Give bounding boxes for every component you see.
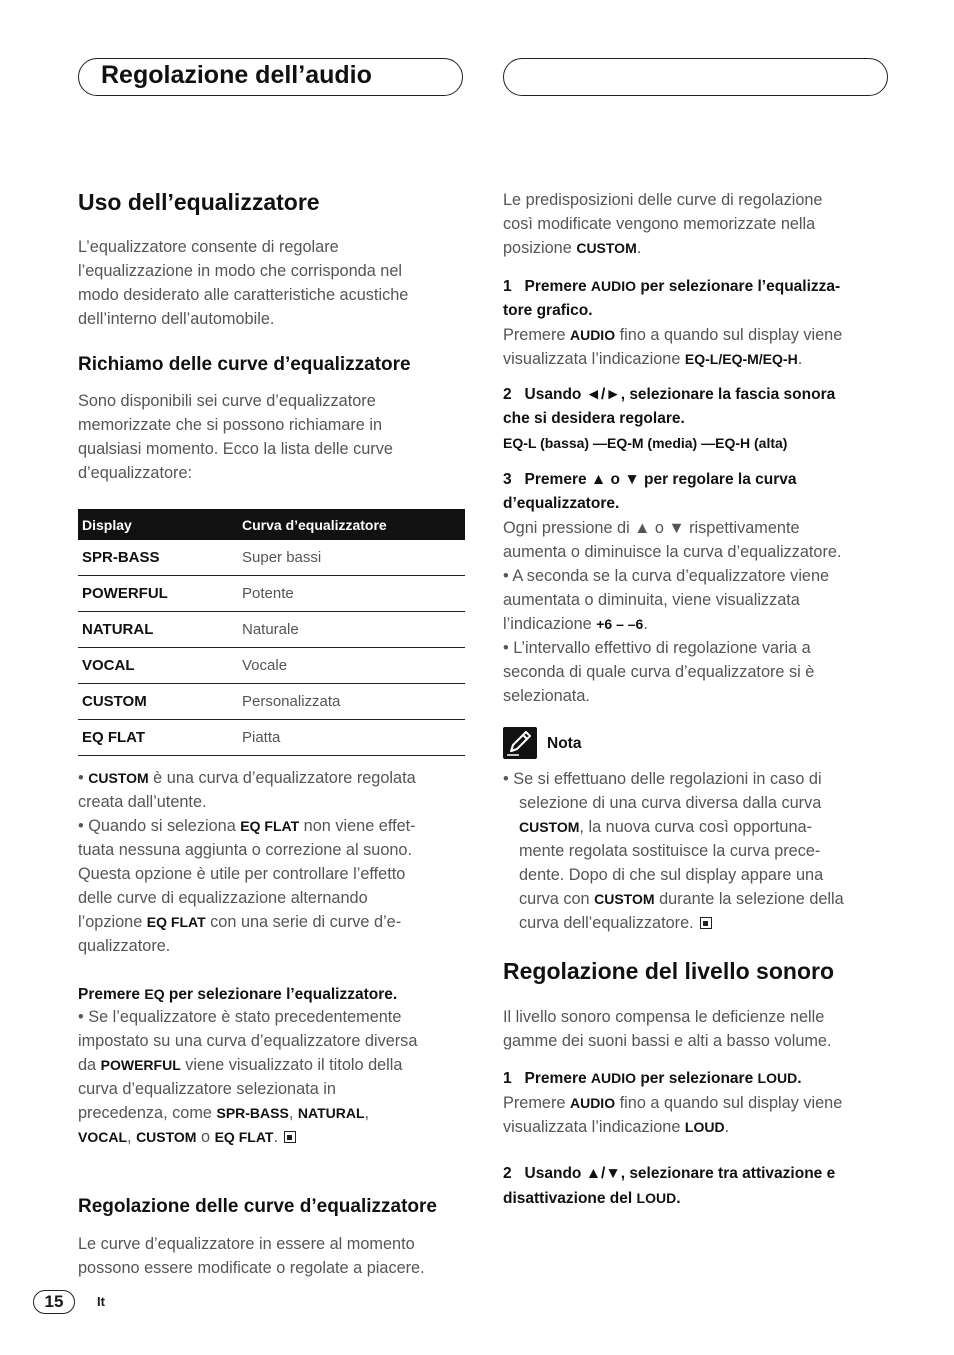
custom-bullet <box>78 766 466 958</box>
nota-title: Nota <box>547 735 582 752</box>
text-span: . <box>643 615 648 633</box>
up-down-arrows-icon: ▲/▼ <box>585 1165 621 1182</box>
text-span: l’indicazione <box>503 615 597 633</box>
code-custom: CUSTOM <box>576 240 637 256</box>
text-line: creata dall’utente. <box>78 793 207 811</box>
table-header-row <box>78 509 465 540</box>
recall-paragraph <box>78 389 466 485</box>
eq-bullet <box>78 1005 466 1149</box>
text-line <box>78 1053 466 1077</box>
text-span: rispettivamente <box>684 519 800 537</box>
display-cell: NATURAL <box>78 612 238 648</box>
text-span: Premere <box>78 986 145 1003</box>
code-eq-flat: EQ FLAT <box>146 914 206 930</box>
text-span: o <box>196 1128 215 1146</box>
code-eq: EQ <box>144 986 165 1002</box>
text-line: mente regolata sostituisce la curva prece- <box>519 842 821 860</box>
text-span: posizione <box>503 239 577 257</box>
text-line: così modificate vengono memorizzate nella <box>503 215 816 233</box>
section-title-loudness: Regolazione del livello sonoro <box>503 958 834 984</box>
text-span: Se si effettuano delle regolazioni in caso di <box>513 770 822 788</box>
curve-cell: Super bassi <box>238 540 465 576</box>
table-row <box>78 720 465 756</box>
step-heading-cont: d’equalizzatore. <box>503 495 620 512</box>
text-span: . <box>797 1070 802 1087</box>
code-range: +6 – –6 <box>596 616 644 632</box>
table-row <box>78 612 465 648</box>
text-line: seconda di quale curva d’equalizzatore si è <box>503 663 815 681</box>
text-span: o <box>650 519 669 537</box>
pencil-icon <box>503 727 537 759</box>
step-heading-cont: che si desidera regolare. <box>503 410 685 427</box>
end-mark-icon <box>700 917 712 929</box>
text-span: Premere <box>524 1070 591 1087</box>
curve-cell: Personalizzata <box>238 684 465 720</box>
text-line <box>78 1125 466 1149</box>
text-line: gamme dei suoni bassi e alti a basso volume. <box>503 1032 832 1050</box>
text-line <box>78 1101 466 1125</box>
text-span: Se l’equalizzatore è stato precedentemente <box>83 1008 402 1026</box>
code-audio: AUDIO <box>590 1070 637 1086</box>
bullet-mark: • <box>503 770 509 788</box>
code-loud: LOUD <box>684 1119 725 1135</box>
text-span: per regolare la curva <box>639 471 797 488</box>
table-row <box>78 684 465 720</box>
text-line: selezionata. <box>503 687 590 705</box>
text-span: visualizzata l’indicazione <box>503 1118 685 1136</box>
display-cell: EQ FLAT <box>78 720 238 756</box>
text-line <box>503 1115 891 1139</box>
text-line: qualsiasi momento. Ecco la lista delle curve <box>78 440 393 458</box>
text-span: . <box>636 239 642 257</box>
text-span: disattivazione del <box>503 1190 637 1207</box>
text-span: Premere <box>524 278 591 295</box>
text-span: non viene effet- <box>299 817 416 835</box>
page-title: Regolazione dell’audio <box>101 61 372 89</box>
text-span: Premere <box>524 471 591 488</box>
bullet-mark: • <box>78 1008 84 1026</box>
step-heading <box>503 383 891 407</box>
text-line: • A seconda se la curva d’equalizzatore viene <box>503 567 830 585</box>
text-span: l’opzione <box>78 913 147 931</box>
text-span: Ogni pressione di <box>503 519 635 537</box>
text-line <box>503 911 891 935</box>
text-line <box>503 815 891 839</box>
text-span: per selezionare l’equalizza- <box>636 278 841 295</box>
text-span: Usando <box>524 1165 586 1182</box>
loudness-paragraph <box>503 1005 891 1053</box>
code-audio: AUDIO <box>569 327 616 343</box>
display-cell: VOCAL <box>78 648 238 684</box>
text-line: • L’intervallo effettivo di regolazione varia a <box>503 639 811 657</box>
code-eq-bands: EQ-L/EQ-M/EQ-H <box>684 351 798 367</box>
text-line: tuata nessuna aggiunta o correzione al suono. <box>78 841 413 859</box>
text-line: l’equalizzazione in modo che corrisponda nel <box>78 262 403 280</box>
step-number: 2 <box>503 1165 512 1182</box>
right-header-pill <box>503 58 888 96</box>
text-line <box>503 767 891 791</box>
loud-step-2 <box>503 1162 891 1211</box>
text-line <box>78 910 466 934</box>
step-press-eq <box>78 982 466 1007</box>
text-span: con una serie di curve d’e- <box>205 913 402 931</box>
text-line: dente. Dopo di che sul display appare una <box>519 866 824 884</box>
step-heading <box>503 1162 891 1186</box>
table-row <box>78 576 465 612</box>
text-span: durante la selezione della <box>654 890 844 908</box>
text-span: , selezionare tra attivazione e <box>620 1165 836 1182</box>
code-loud: LOUD <box>636 1190 677 1206</box>
text-line: impostato su una curva d’equalizzatore diversa <box>78 1032 418 1050</box>
display-cell: POWERFUL <box>78 576 238 612</box>
code-eq-flat: EQ FLAT <box>240 818 300 834</box>
up-arrow-icon: ▲ <box>634 519 651 537</box>
text-line: qualizzatore. <box>78 937 171 955</box>
text-line: modo desiderato alle caratteristiche acustiche <box>78 286 409 304</box>
step-heading <box>503 1066 891 1091</box>
code-natural: NATURAL <box>297 1105 365 1121</box>
display-cell: CUSTOM <box>78 684 238 720</box>
text-line <box>503 612 891 636</box>
code-eq-flat: EQ FLAT <box>214 1129 274 1145</box>
text-line <box>78 1005 466 1029</box>
up-arrow-icon: ▲ <box>590 471 607 488</box>
curve-cell: Potente <box>238 576 465 612</box>
step-number: 3 <box>503 471 512 488</box>
left-right-arrows-icon: ◄/► <box>585 386 621 403</box>
text-line <box>503 516 891 540</box>
text-line: selezione di una curva diversa dalla curva <box>519 794 822 812</box>
code-loud: LOUD <box>757 1070 798 1086</box>
text-span: o <box>606 471 625 488</box>
page-number: 15 <box>33 1290 75 1314</box>
bullet-mark: • <box>78 817 84 835</box>
text-line: d’equalizzatore: <box>78 464 193 482</box>
step-1-select-graphic-eq <box>503 274 891 371</box>
text-line: dell’interno dell’automobile. <box>78 310 275 328</box>
section-header <box>78 58 463 96</box>
text-line <box>503 347 891 371</box>
step-2-select-band <box>503 383 891 455</box>
band-list: EQ-L (bassa) —EQ-M (media) —EQ-H (alta) <box>503 435 788 451</box>
text-line <box>78 766 466 790</box>
bullet-mark: • <box>78 769 84 787</box>
column-header-display: Display <box>78 509 238 540</box>
text-line: aumentata o diminuita, viene visualizzata <box>503 591 800 609</box>
nota-paragraph <box>503 767 891 935</box>
step-heading <box>503 468 891 492</box>
display-cell: SPR-BASS <box>78 540 238 576</box>
text-line: memorizzate che si possono richiamare in <box>78 416 383 434</box>
text-line <box>78 814 466 838</box>
step-heading-cont <box>503 1186 891 1211</box>
code-audio: AUDIO <box>569 1095 616 1111</box>
text-span: , selezionare la fascia sonora <box>620 386 836 403</box>
end-mark-icon <box>284 1131 296 1143</box>
step-heading-cont: tore grafico. <box>503 302 593 319</box>
adjust-paragraph <box>78 1232 466 1280</box>
text-span: visualizzata l’indicazione <box>503 350 685 368</box>
text-line: possono essere modificate o regolate a piacere. <box>78 1259 425 1277</box>
text-line <box>503 1091 891 1115</box>
text-span: Usando <box>524 386 586 403</box>
step-number: 1 <box>503 1070 512 1087</box>
down-arrow-icon: ▼ <box>624 471 640 488</box>
text-span: curva dell’equalizzatore. <box>519 914 694 932</box>
text-span: Quando si seleziona <box>83 817 241 835</box>
step-number: 2 <box>503 386 512 403</box>
text-span: Premere <box>503 1094 570 1112</box>
text-span: . <box>676 1190 681 1207</box>
code-powerful: POWERFUL <box>100 1057 181 1073</box>
text-line: Il livello sonoro compensa le deficienze nelle <box>503 1008 825 1026</box>
text-span: precedenza, come <box>78 1104 217 1122</box>
text-line: aumenta o diminuisce la curva d’equalizzatore. <box>503 543 842 561</box>
text-span: per selezionare l’equalizzatore. <box>164 986 398 1003</box>
curve-cell: Piatta <box>238 720 465 756</box>
text-line: curva d’equalizzatore selezionata in <box>78 1080 336 1098</box>
table-row <box>78 540 465 576</box>
custom-memory-paragraph <box>503 188 891 260</box>
text-line: Sono disponibili sei curve d’equalizzatore <box>78 392 376 410</box>
text-line <box>503 236 891 260</box>
step-3-adjust-curve <box>503 468 891 708</box>
code-custom: CUSTOM <box>136 1129 197 1145</box>
text-line: delle curve di equalizzazione alternando <box>78 889 368 907</box>
text-line: Questa opzione è utile per controllare l’effetto <box>78 865 406 883</box>
text-span: Premere <box>503 326 570 344</box>
subsection-title-adjust: Regolazione delle curve d’equalizzatore <box>78 1196 437 1217</box>
subsection-title-recall: Richiamo delle curve d’equalizzatore <box>78 354 411 375</box>
text-span: . <box>724 1118 730 1136</box>
text-line: Le predisposizioni delle curve di regolazione <box>503 191 823 209</box>
text-span: è una curva d’equalizzatore regolata <box>148 769 416 787</box>
text-line <box>503 887 891 911</box>
loud-step-1 <box>503 1066 891 1139</box>
text-line: L’equalizzatore consente di regolare <box>78 238 339 256</box>
eq-curves-table-wrap <box>78 509 466 756</box>
text-span: viene visualizzato il titolo della <box>180 1056 403 1074</box>
text-line: Le curve d’equalizzatore in essere al momento <box>78 1235 415 1253</box>
section-title-equalizer: Uso dell’equalizzatore <box>78 189 320 215</box>
code-custom: CUSTOM <box>88 770 149 786</box>
language-code: It <box>97 1294 105 1309</box>
text-span: , <box>288 1104 298 1122</box>
text-span: curva con <box>519 890 595 908</box>
intro-paragraph <box>78 235 466 331</box>
text-line <box>503 323 891 347</box>
code-vocal: VOCAL <box>78 1129 127 1145</box>
column-header-curve: Curva d’equalizzatore <box>238 509 465 540</box>
step-heading <box>503 274 891 299</box>
text-span: . <box>273 1128 278 1146</box>
table-row <box>78 648 465 684</box>
curve-cell: Vocale <box>238 648 465 684</box>
code-spr-bass: SPR-BASS <box>216 1105 289 1121</box>
curve-cell: Naturale <box>238 612 465 648</box>
text-span: per selezionare <box>636 1070 758 1087</box>
text-span: fino a quando sul display viene <box>615 326 843 344</box>
down-arrow-icon: ▼ <box>668 519 685 537</box>
text-span: da <box>78 1056 101 1074</box>
step-number: 1 <box>503 278 512 295</box>
code-custom: CUSTOM <box>594 891 655 907</box>
code-audio: AUDIO <box>590 278 637 294</box>
text-span: , la nuova curva così opportuna- <box>579 818 813 836</box>
text-span: fino a quando sul display viene <box>615 1094 843 1112</box>
text-span: , <box>364 1104 370 1122</box>
text-span: , <box>127 1128 137 1146</box>
eq-curves-table <box>78 509 465 756</box>
text-span: . <box>797 350 803 368</box>
code-custom: CUSTOM <box>519 819 580 835</box>
